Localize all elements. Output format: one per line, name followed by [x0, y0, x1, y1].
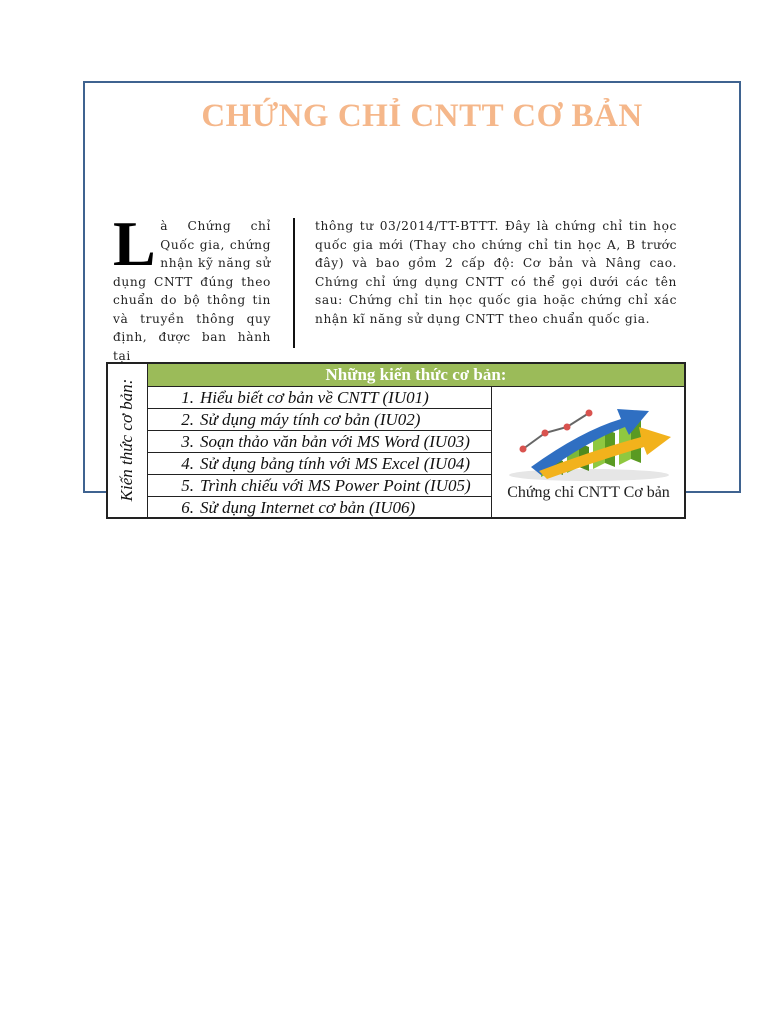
column-divider — [293, 218, 295, 348]
list-item: 5. Trình chiếu với MS Power Point (IU05) — [148, 475, 492, 497]
growth-chart-illustration — [501, 391, 676, 483]
intro-text-left: à Chứng chỉ Quốc gia, chứng nhận kỹ năng sử dụng CNTT đúng theo chuẩn do bộ thông tin và truyền thông quy định, được ban hành tại — [113, 219, 271, 363]
knowledge-table — [106, 362, 686, 519]
side-label-cell — [108, 364, 148, 517]
side-label: Kiến thức cơ bản: — [117, 378, 136, 502]
list-item: 4. Sử dụng bảng tính với MS Excel (IU04) — [148, 453, 492, 475]
table-header: Những kiến thức cơ bản: — [148, 364, 684, 387]
list-item: 1. Hiểu biết cơ bản về CNTT (IU01) — [148, 387, 492, 409]
knowledge-list — [148, 387, 492, 518]
list-item: 3. Soạn thảo văn bản với MS Word (IU03) — [148, 431, 492, 453]
certificate-caption: Chứng chỉ CNTT Cơ bản — [507, 484, 670, 501]
list-item: 2. Sử dụng máy tính cơ bản (IU02) — [148, 409, 492, 431]
intro-column-left — [113, 208, 271, 365]
list-item: 6. Sử dụng Internet cơ bản (IU06) — [148, 497, 492, 518]
intro-column-right: thông tư 03/2014/TT-BTTT. Đây là chứng chỉ tin học quốc gia mới (Thay cho chứng chỉ tin học A, B trước đây) và bao gồm 2 cấp độ: Cơ bản và Nâng cao. Chứng chỉ ứng dụng CNTT có thể gọi dưới các tên sau: Chứng chỉ tin học quốc gia hoặc chứng chỉ xác nhận kĩ năng sử dụng CNTT theo chuẩn quốc gia. — [315, 219, 677, 326]
drop-cap: L — [113, 208, 157, 279]
page-title: CHỨNG CHỈ CNTT CƠ BẢN — [201, 98, 643, 134]
certificate-image-cell — [493, 387, 684, 517]
